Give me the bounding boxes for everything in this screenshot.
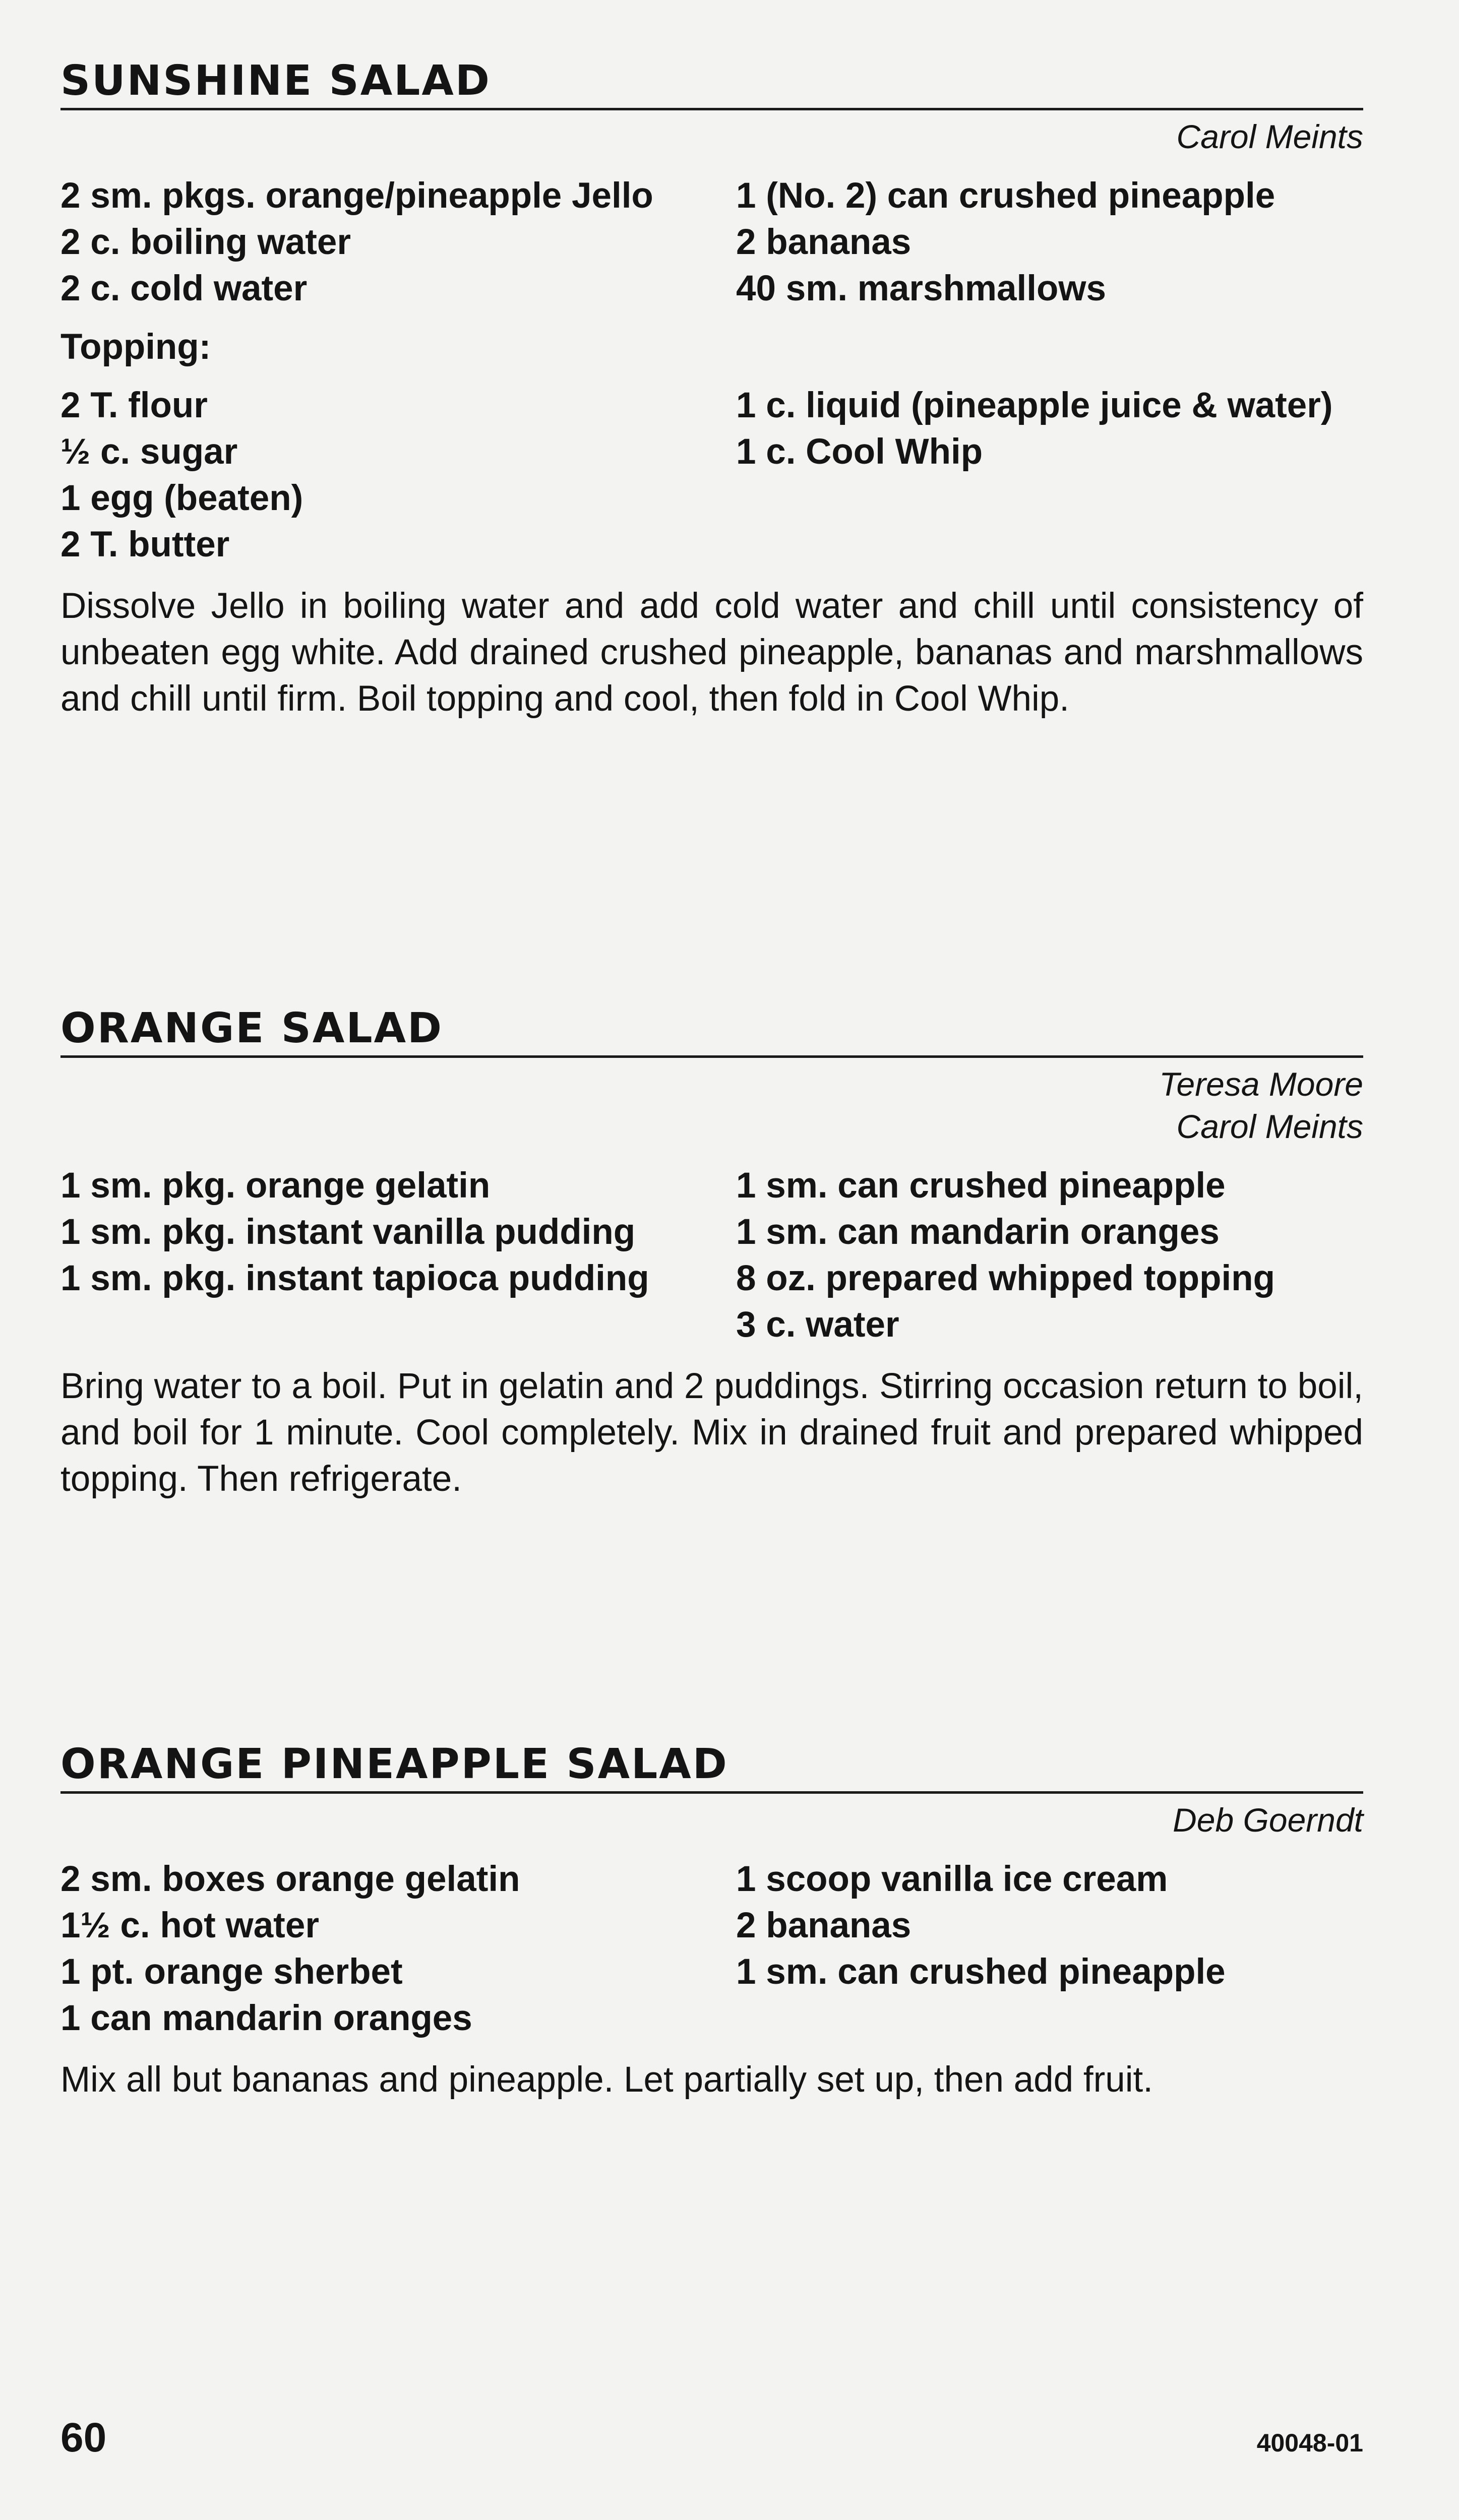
ingredient-item: 2 T. butter <box>60 525 230 564</box>
ingredients-right-column <box>736 1856 1363 2042</box>
ingredients-list <box>60 173 1363 312</box>
ingredient-item: 1 scoop vanilla ice cream <box>736 1859 1168 1899</box>
ingredient-item: 1 sm. can mandarin oranges <box>736 1212 1220 1252</box>
ingredient-item: 1 sm. pkg. instant tapioca pudding <box>60 1258 649 1298</box>
ingredients-left-column <box>60 173 736 312</box>
ingredient-item: 3 c. water <box>736 1305 899 1345</box>
recipe-instructions: Bring water to a boil. Put in gelatin and 2 puddings. Stirring occasion return to boil, and boil for 1 minute. Cool completely. Mix in drained fruit and prepared whipped topping. Then refrigerate. <box>60 1366 1363 1499</box>
contributor-name: Deb Goerndt <box>1173 1801 1363 1839</box>
recipe-contributors <box>60 115 1363 158</box>
topping-right-column <box>736 383 1363 568</box>
ingredient-item: 1 c. liquid (pineapple juice & water) <box>736 386 1333 425</box>
recipe-sunshine-salad <box>60 57 1363 758</box>
ingredients-list <box>60 1163 1363 1348</box>
ingredient-item: 1 sm. can crushed pineapple <box>736 1952 1226 1992</box>
recipe-title: ORANGE PINEAPPLE SALAD <box>60 1744 1363 1794</box>
recipe-title: ORANGE SALAD <box>60 1008 1363 1058</box>
ingredient-item: 1 (No. 2) can crushed pineapple <box>736 176 1275 216</box>
contributor-name: Carol Meints <box>1176 118 1363 155</box>
ingredients-left-column <box>60 1856 736 2042</box>
topping-label: Topping: <box>60 327 211 367</box>
recipe-contributors <box>60 1799 1363 1841</box>
ingredient-item: 8 oz. prepared whipped topping <box>736 1258 1275 1298</box>
ingredient-item: ½ c. sugar <box>60 432 238 472</box>
ingredient-item: 2 sm. pkgs. orange/pineapple Jello <box>60 176 653 216</box>
ingredient-item: 2 c. cold water <box>60 269 308 308</box>
ingredient-item: 1 can mandarin oranges <box>60 1998 472 2038</box>
ingredients-right-column <box>736 173 1363 312</box>
topping-left-column <box>60 383 736 568</box>
ingredient-item: 40 sm. marshmallows <box>736 269 1107 308</box>
contributor-name: Teresa Moore <box>1159 1065 1363 1103</box>
publication-code: 40048-01 <box>1256 2429 1363 2457</box>
recipe-title: SUNSHINE SALAD <box>60 60 1363 110</box>
ingredient-item: 2 bananas <box>736 222 911 262</box>
ingredient-item: 1 sm. pkg. orange gelatin <box>60 1166 491 1206</box>
ingredient-item: 1½ c. hot water <box>60 1906 319 1945</box>
ingredient-item: 1 egg (beaten) <box>60 478 303 518</box>
recipe-contributors <box>60 1063 1363 1148</box>
ingredient-item: 1 sm. pkg. instant vanilla pudding <box>60 1212 636 1252</box>
page-number: 60 <box>60 2415 107 2461</box>
contributor-name: Carol Meints <box>1176 1108 1363 1145</box>
ingredient-item: 2 sm. boxes orange gelatin <box>60 1859 520 1899</box>
ingredients-right-column <box>736 1163 1363 1348</box>
ingredient-item: 2 bananas <box>736 1906 911 1945</box>
ingredients-left-column <box>60 1163 736 1348</box>
ingredient-item: 2 T. flour <box>60 386 208 425</box>
recipe-orange-pineapple-salad <box>60 1740 1363 2139</box>
recipe-instructions: Mix all but bananas and pineapple. Let partially set up, then add fruit. <box>60 2060 1153 2100</box>
ingredient-item: 2 c. boiling water <box>60 222 351 262</box>
topping-list <box>60 383 1363 568</box>
ingredient-item: 1 sm. can crushed pineapple <box>736 1166 1226 1206</box>
ingredients-list <box>60 1856 1363 2042</box>
recipe-orange-salad <box>60 1004 1363 1538</box>
recipe-instructions: Dissolve Jello in boiling water and add cold water and chill until consistency of unbeaten egg white. Add drained crushed pineapple, bananas and marshmallows and chill until firm. Boil topping and cool, then fold in Cool Whip. <box>60 586 1363 719</box>
ingredient-item: 1 pt. orange sherbet <box>60 1952 403 1992</box>
ingredient-item: 1 c. Cool Whip <box>736 432 983 472</box>
